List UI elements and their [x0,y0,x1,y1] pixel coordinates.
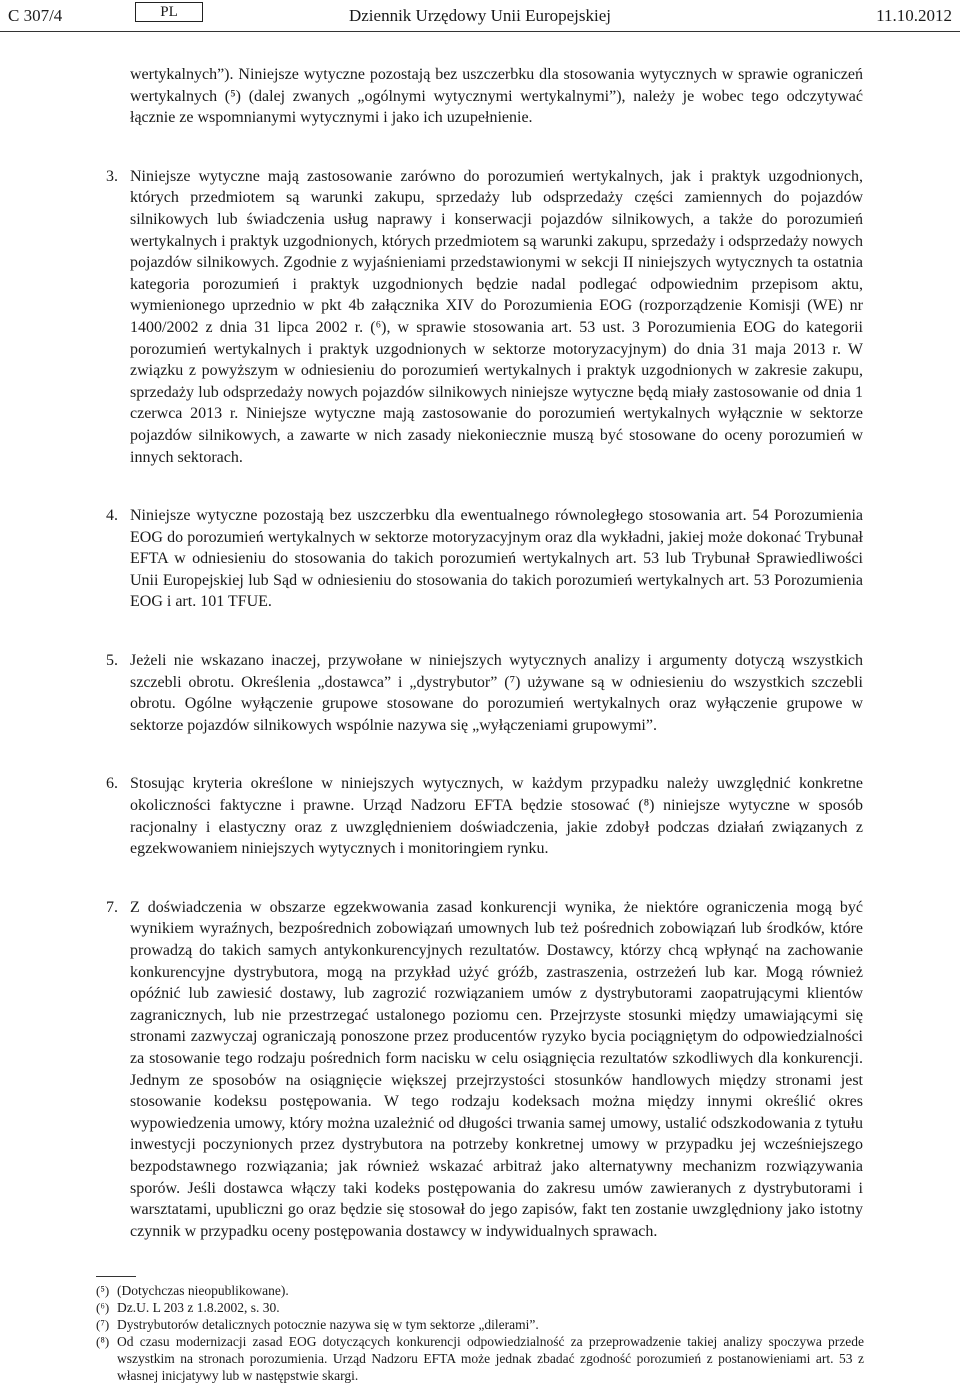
journal-title: Dziennik Urzędowy Unii Europejskiej [348,6,611,25]
paragraph-6 [0,773,960,859]
footnote-text: (Dotychczas nieopublikowane). [117,1283,289,1298]
paragraph-4 [0,505,960,613]
paragraph-text: Niniejsze wytyczne mają zastosowanie zarówno do porozumień wertykalnych, jak i praktyk uzgodnionych, których przedmiotem są warunki zakupu, sprzedaży lub odsprzedaży części zamiennych do pojazdów silnikowych lub świadczenia usług naprawy i konserwacji pojazdów silnikowych, a także do porozumień wertykalnych i praktyk uzgodnionych, których przedmiotem są warunki zakupu, sprzedaży i odsprzedaży nowych pojazdów silnikowych. Zgodnie z wyjaśnieniami przedstawionymi w sekcji II niniejszych wytycznych ta ostatnia kategoria porozumień i praktyk uzgodnionych będzie nadal podlegać odpowiednim przepisom aktu, wymienionego uprzednio w pkt 4b załącznika XIV do Porozumienia EOG (rozporządzenie Komisji (WE) nr 1400/2002 z dnia 31 lipca 2002 r. (⁶), w sprawie stosowania art. 53 ust. 3 Porozumienia EOG do kategorii porozumień wertykalnych i praktyk uzgodnionych w sektorze motoryzacyjnym) do dnia 31 maja 2013 r. W związku z powyższym w odniesieniu do porozumień wertykalnych i praktyk uzgodnionych w zakresie zakupu, sprzedaży lub odsprzedaży nowych pojazdów silnikowych niniejsze wytyczne będą miały zastosowanie od dnia 1 czerwca 2013 r. Niniejsze wytyczne mają zastosowanie do porozumień wertykalnych wyłącznie w sektorze pojazdów silnikowych, a zawarte w nich zasady niekoniecznie muszą być stosowane do oceny porozumień w innych sektorach. [130,167,863,466]
paragraph-text: Jeżeli nie wskazano inaczej, przywołane w niniejszych wytycznych analizy i argumenty dotyczą wszystkich szczebli obrotu. Określenia „dostawca” i „dystrybutor” (⁷) używane są w odniesieniu do wszystkich szczebli obrotu. Ogólne wyłączenie grupowe stosowane do porozumień wertykalnych oraz wyłączenie grupowe w sektorze pojazdów silnikowych wspólnie nazywa się „wyłączeniami grupowymi”. [130,652,863,734]
paragraph-text: Z doświadczenia w obszarze egzekwowania zasad konkurencji wynika, że niektóre ograniczenia mogą być wynikiem wyraźnych, bezpośrednich zobowiązań umownych lub też pośrednich zobowiązań lub środków, które prowadzą do takich samych antykonkurencyjnych rezultatów. Dostawcy, którzy chcą wpłynąć na zachowanie konkurencyjne dystrybutora, mogą na przykład użyć gróźb, zastraszenia, ostrzeżeń lub kar. Mogą również opóźnić lub zawiesić dostawy, lub zagrozić rozwiązaniem umów z dystrybutorami zaopatrującymi klientów zagranicznych, lub nie przestrzegać ustalonego poziomu cen. Przejrzyste stosunki między umawiającymi się stronami zazwyczaj ograniczają ponoszone przez producentów ryzyko bycia pociągniętym do odpowiedzialności za stosowanie tego rodzaju pośrednich form nacisku w celu osiągnięcia rezultatów szkodliwych dla konkurencji. Jednym ze sposobów na osiągnięcie większej przejrzystości stosunków handlowych między stronami jest stosowanie kodeksu postępowania. W tego rodzaju kodeksach można między innymi określić okres wypowiedzenia umowy, który można uzależnić od długości trwania samej umowy, ustalić odszkodowania z tytułu inwestycji poczynionych przez dystrybutora na potrzeby konkretnej umowy w przypadku jej wcześniejszego bezpodstawnego rozwiązania; jak również wskazać arbitraż jako alternatywny mechanizm rozwiązywania sporów. Jeśli dostawca włączy taki kodeks postępowania do zakresu umów zawieranych z dystrybutorami i warsztatami, upubliczni go oraz będzie się stosował do jego zapisów, fakt ten zostanie uwzględniony jako istotny czynnik w przypadku oceny postępowania dostawcy w indywidualnych sprawach. [130,898,863,1240]
paragraph-continuation [0,64,960,129]
header-rule [0,31,960,32]
paragraph-number: 4. [106,507,118,525]
footnote-6 [96,1299,864,1316]
footnote-rule [96,1276,136,1277]
page-header [0,0,960,40]
paragraph-5 [0,650,960,736]
language-badge: PL [135,2,203,22]
footnote-text: Dz.U. L 203 z 1.8.2002, s. 30. [117,1300,280,1315]
footnote-number: (⁶) [96,1300,110,1315]
footnote-text: Dystrybutorów detalicznych potocznie nazywa się w tym sektorze „dilerami”. [117,1317,539,1332]
footnote-5 [96,1282,864,1299]
footnote-number: (⁵) [96,1283,110,1298]
footnote-7 [96,1316,864,1333]
footnote-8 [96,1333,864,1384]
paragraph-number: 7. [106,898,118,916]
footnote-number: (⁷) [96,1317,110,1332]
paragraph-number: 5. [106,652,118,670]
paragraph-text: Niniejsze wytyczne pozostają bez uszczerbku dla ewentualnego równoległego stosowania art. 54 Porozumienia EOG do porozumień wertykalnych w sektorze motoryzacyjnym oraz dla wykładni, jakiej może dokonać Trybunał EFTA w odniesieniu do stosowania do takich porozumień wertykalnych art. 53 lub Trybunał Sprawiedliwości Unii Europejskiej lub Sąd w odniesieniu do stosowania do takich porozumień wertykalnych art. 53 Porozumienia EOG i art. 101 TFUE. [130,507,863,611]
footnote-text: Od czasu modernizacji zasad EOG dotyczących konkurencji odpowiedzialność za przeprowadzenie takiej analizy spoczywa przede wszystkim na stronach porozumienia. Urząd Nadzoru EFTA może jednak zbadać zgodność porozumień z postanowieniami art. 53 z własnej inicjatywy lub w następstwie skargi. [117,1334,864,1383]
paragraph-text: Stosując kryteria określone w niniejszych wytycznych, w każdym przypadku należy uwzględnić konkretne okoliczności faktyczne i prawne. Urząd Nadzoru EFTA będzie stosować (⁸) niniejsze wytyczne w sposób racjonalny i elastyczny oraz z uwzględnieniem doświadczenia, jakie zdobył podczas działań związanych z egzekwowaniem niniejszych wytycznych i monitoringiem rynku. [130,775,863,858]
paragraph-7 [0,897,960,1243]
series-page-number: C 307/4 [8,6,63,25]
document-body [0,64,960,1279]
footnote-number: (⁸) [96,1334,110,1349]
publication-date: 11.10.2012 [876,6,952,25]
paragraph-3 [0,166,960,468]
footnote-list [96,1282,864,1384]
paragraph-number: 3. [106,167,118,185]
paragraph-number: 6. [106,775,118,793]
paragraph-text: wertykalnych”). Niniejsze wytyczne pozostają bez uszczerbku dla stosowania wytycznych w sprawie ograniczeń wertykalnych (⁵) (dalej zwanych „ogólnymi wytycznymi wertykalnymi”), należy je wobec tego odczytywać łącznie ze wspomnianymi wytycznymi i jako ich uzupełnienie. [130,66,863,127]
